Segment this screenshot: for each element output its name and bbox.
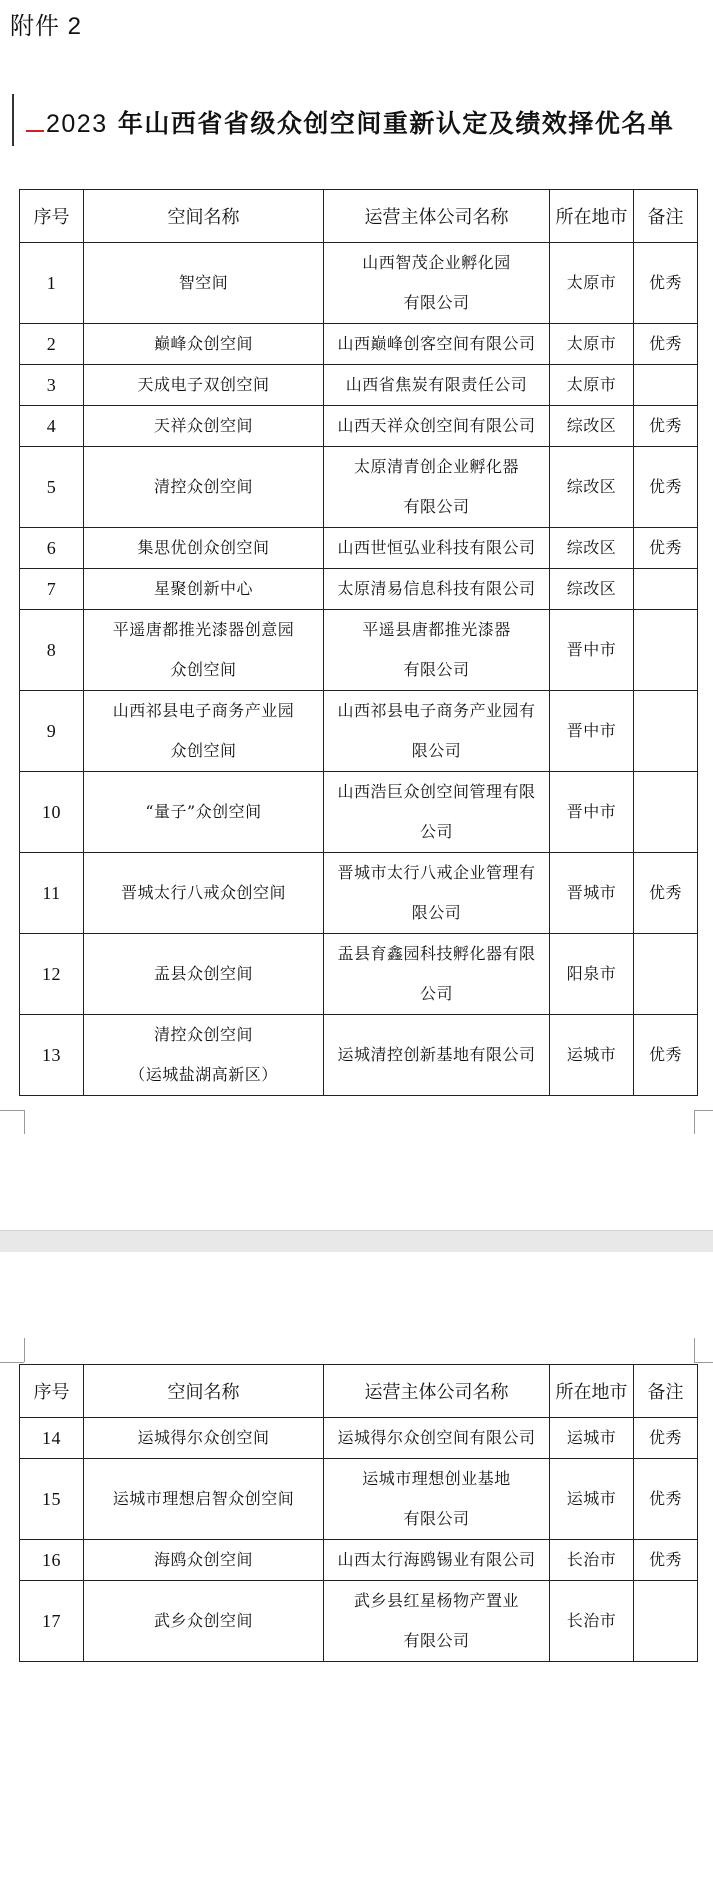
cell-note: 优秀 (634, 243, 698, 324)
table-row (20, 934, 698, 1015)
space-name-line: 晋城太行八戒众创空间 (120, 883, 286, 902)
table-row (20, 406, 698, 447)
table-row (20, 528, 698, 569)
company-name-line: 运城清控创新基地有限公司 (337, 1045, 536, 1064)
cell-note: 优秀 (634, 324, 698, 365)
space-name-line: 运城得尔众创空间 (137, 1428, 270, 1447)
cell-seq: 17 (20, 1581, 84, 1662)
cell-seq: 5 (20, 447, 84, 528)
cell-company (324, 691, 550, 772)
company-name-line: 山西浩巨众创空间管理有限 (337, 782, 536, 801)
cell-seq: 9 (20, 691, 84, 772)
company-name-line: 山西智茂企业孵化园 (362, 253, 511, 272)
cell-space-name (84, 610, 324, 691)
cell-seq: 6 (20, 528, 84, 569)
company-name-line: 山西太行海鸥锡业有限公司 (337, 1550, 536, 1569)
table-row (20, 324, 698, 365)
list-table-page-2 (19, 1364, 698, 1662)
cell-seq: 13 (20, 1015, 84, 1096)
space-name-line: 巅峰众创空间 (153, 334, 253, 353)
company-name-line: 公司 (419, 984, 453, 1003)
cell-seq: 2 (20, 324, 84, 365)
cell-note (634, 772, 698, 853)
table-row (20, 1418, 698, 1459)
cell-city: 运城市 (550, 1459, 634, 1540)
cell-note (634, 365, 698, 406)
cell-city: 晋中市 (550, 610, 634, 691)
header-note: 备注 (634, 190, 698, 243)
space-name-line: 智空间 (178, 273, 229, 292)
company-name-line: 运城得尔众创空间有限公司 (337, 1428, 536, 1447)
margin-corner-mark (694, 1338, 695, 1362)
cell-space-name (84, 1540, 324, 1581)
document-title (26, 104, 713, 140)
table-row (20, 691, 698, 772)
company-name-line: 山西省焦炭有限责任公司 (345, 375, 528, 394)
company-name-line: 有限公司 (403, 1509, 470, 1528)
cell-city: 运城市 (550, 1015, 634, 1096)
header-space-name: 空间名称 (84, 190, 324, 243)
cell-note (634, 934, 698, 1015)
space-name-line: 集思优创众创空间 (137, 538, 270, 557)
cell-space-name (84, 1581, 324, 1662)
cell-city: 长治市 (550, 1540, 634, 1581)
cell-space-name (84, 1015, 324, 1096)
space-name-line: 星聚创新中心 (153, 579, 253, 598)
cell-note (634, 569, 698, 610)
cell-space-name (84, 447, 324, 528)
cell-note: 优秀 (634, 1418, 698, 1459)
cell-company (324, 934, 550, 1015)
header-company: 运营主体公司名称 (324, 1365, 550, 1418)
cell-space-name (84, 528, 324, 569)
cell-company (324, 447, 550, 528)
cell-city: 长治市 (550, 1581, 634, 1662)
cell-note: 优秀 (634, 447, 698, 528)
cell-space-name (84, 934, 324, 1015)
cell-space-name (84, 772, 324, 853)
company-name-line: 山西祁县电子商务产业园有 (337, 701, 536, 720)
cell-seq: 8 (20, 610, 84, 691)
red-underline-mark (26, 110, 44, 132)
space-name-line: 众创空间 (170, 741, 237, 760)
company-name-line: 晋城市太行八戒企业管理有 (337, 863, 536, 882)
title-text: 年山西省省级众创空间重新认定及绩效择优名单 (107, 109, 675, 138)
space-name-line: 天成电子双创空间 (137, 375, 270, 394)
company-name-line: 有限公司 (403, 1631, 470, 1650)
margin-corner-mark (0, 1362, 24, 1363)
cell-space-name (84, 1459, 324, 1540)
company-name-line: 山西世恒弘业科技有限公司 (337, 538, 536, 557)
text-cursor-bar (12, 94, 14, 146)
cell-note (634, 1581, 698, 1662)
table-row (20, 1581, 698, 1662)
company-name-line: 运城市理想创业基地 (362, 1469, 511, 1488)
margin-corner-mark (24, 1338, 25, 1362)
table-header-row (20, 1365, 698, 1418)
cell-company (324, 1459, 550, 1540)
cell-city: 晋中市 (550, 691, 634, 772)
table-row (20, 365, 698, 406)
margin-corner-mark (694, 1110, 695, 1134)
space-name-line: 清控众创空间 (153, 1025, 253, 1044)
cell-city: 综改区 (550, 447, 634, 528)
cell-company (324, 1540, 550, 1581)
cell-seq: 4 (20, 406, 84, 447)
cell-city: 晋城市 (550, 853, 634, 934)
cell-city: 运城市 (550, 1418, 634, 1459)
header-space-name: 空间名称 (84, 1365, 324, 1418)
header-city: 所在地市 (550, 190, 634, 243)
cell-seq: 7 (20, 569, 84, 610)
cell-company (324, 528, 550, 569)
cell-city: 阳泉市 (550, 934, 634, 1015)
cell-note: 优秀 (634, 1459, 698, 1540)
cell-city: 综改区 (550, 528, 634, 569)
cell-note: 优秀 (634, 1540, 698, 1581)
cell-note: 优秀 (634, 853, 698, 934)
cell-city: 晋中市 (550, 772, 634, 853)
space-name-line: 山西祁县电子商务产业园 (112, 701, 295, 720)
table-row (20, 610, 698, 691)
cell-space-name (84, 365, 324, 406)
cell-company (324, 243, 550, 324)
cell-seq: 3 (20, 365, 84, 406)
cell-company (324, 365, 550, 406)
table-row (20, 1540, 698, 1581)
space-name-line: “量子”众创空间 (145, 802, 262, 821)
cell-city: 综改区 (550, 569, 634, 610)
cell-company (324, 324, 550, 365)
document-page-2 (0, 1252, 713, 1886)
cell-space-name (84, 853, 324, 934)
cell-note (634, 691, 698, 772)
company-name-line: 山西天祥众创空间有限公司 (337, 416, 536, 435)
cell-note: 优秀 (634, 1015, 698, 1096)
cell-seq: 14 (20, 1418, 84, 1459)
cell-city: 综改区 (550, 406, 634, 447)
space-name-line: 武乡众创空间 (153, 1611, 253, 1630)
table-row (20, 569, 698, 610)
company-name-line: 限公司 (411, 741, 462, 760)
company-name-line: 武乡县红星杨物产置业 (353, 1591, 519, 1610)
company-name-line: 山西巅峰创客空间有限公司 (337, 334, 536, 353)
cell-city: 太原市 (550, 365, 634, 406)
margin-corner-mark (24, 1110, 25, 1134)
cell-company (324, 569, 550, 610)
cell-seq: 15 (20, 1459, 84, 1540)
cell-company (324, 853, 550, 934)
cell-space-name (84, 406, 324, 447)
space-name-line: 众创空间 (170, 660, 237, 679)
cell-note (634, 610, 698, 691)
company-name-line: 限公司 (411, 903, 462, 922)
cell-space-name (84, 324, 324, 365)
company-name-line: 平遥县唐都推光漆器 (362, 620, 511, 639)
cell-company (324, 1015, 550, 1096)
table-row (20, 853, 698, 934)
page-separator (0, 1230, 713, 1254)
company-name-line: 公司 (419, 822, 453, 841)
space-name-line: 盂县众创空间 (153, 964, 253, 983)
margin-corner-mark (694, 1110, 713, 1111)
company-name-line: 有限公司 (403, 293, 470, 312)
space-name-line: 运城市理想启智众创空间 (112, 1489, 295, 1508)
space-name-line: 清控众创空间 (153, 477, 253, 496)
list-table-page-1 (19, 189, 698, 1096)
space-name-line: 海鸥众创空间 (153, 1550, 253, 1569)
cell-note: 优秀 (634, 406, 698, 447)
header-seq: 序号 (20, 190, 84, 243)
cell-company (324, 772, 550, 853)
cell-seq: 16 (20, 1540, 84, 1581)
margin-corner-mark (694, 1362, 713, 1363)
cell-city: 太原市 (550, 324, 634, 365)
cell-company (324, 1581, 550, 1662)
cell-space-name (84, 569, 324, 610)
table-row (20, 243, 698, 324)
attachment-label: 附件 2 (10, 13, 83, 40)
space-name-line: 天祥众创空间 (153, 416, 253, 435)
company-name-line: 盂县育鑫园科技孵化器有限 (337, 944, 536, 963)
table-header-row (20, 190, 698, 243)
company-name-line: 太原清易信息科技有限公司 (337, 579, 536, 598)
cell-space-name (84, 1418, 324, 1459)
space-name-line: （运城盐湖高新区） (129, 1065, 278, 1084)
table-row (20, 447, 698, 528)
cell-company (324, 1418, 550, 1459)
margin-corner-mark (0, 1110, 24, 1111)
cell-seq: 10 (20, 772, 84, 853)
cell-note: 优秀 (634, 528, 698, 569)
header-city: 所在地市 (550, 1365, 634, 1418)
cell-city: 太原市 (550, 243, 634, 324)
cell-seq: 1 (20, 243, 84, 324)
company-name-line: 有限公司 (403, 660, 470, 679)
company-name-line: 有限公司 (403, 497, 470, 516)
cell-space-name (84, 243, 324, 324)
table-row (20, 1459, 698, 1540)
cell-company (324, 406, 550, 447)
header-note: 备注 (634, 1365, 698, 1418)
table-row (20, 772, 698, 853)
cell-seq: 11 (20, 853, 84, 934)
header-company: 运营主体公司名称 (324, 190, 550, 243)
header-seq: 序号 (20, 1365, 84, 1418)
title-year: 2023 (46, 110, 108, 138)
cell-company (324, 610, 550, 691)
cell-seq: 12 (20, 934, 84, 1015)
space-name-line: 平遥唐都推光漆器创意园 (112, 620, 295, 639)
table-row (20, 1015, 698, 1096)
cell-space-name (84, 691, 324, 772)
company-name-line: 太原清青创企业孵化器 (353, 457, 519, 476)
